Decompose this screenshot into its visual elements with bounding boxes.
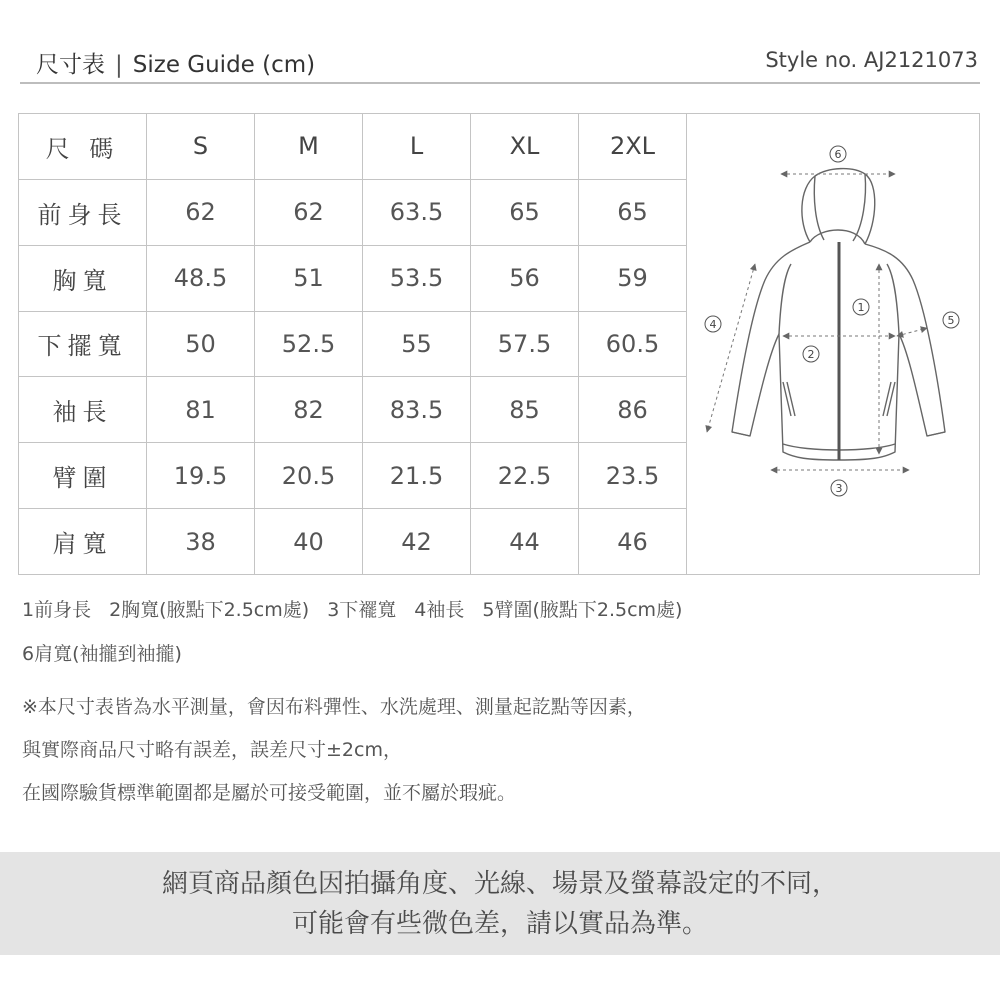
marker-3-label: 3: [835, 482, 843, 495]
note-item: 1前身長: [22, 599, 92, 621]
banner-line-2: 可能會有些微色差，請以實品為準。: [291, 909, 708, 939]
marker-2-label: 2: [807, 348, 815, 361]
table-cell: 46: [579, 509, 687, 575]
table-cell: 65: [471, 179, 579, 245]
title-english: Size Guide (cm): [132, 52, 316, 78]
table-cell: 65: [579, 179, 687, 245]
measurement-notes: [22, 588, 700, 676]
table-cell: 52.5: [255, 311, 363, 377]
table-cell: 60.5: [579, 311, 687, 377]
disclaimer-line-1: ※本尺寸表皆為水平測量，會因布料彈性、水洗處理、測量起訖點等因素，: [22, 696, 646, 718]
jacket-diagram: [687, 114, 979, 568]
table-cell: 82: [255, 377, 363, 443]
row-label-chest-width: 胸寬: [19, 245, 147, 311]
table-cell: 55: [363, 311, 471, 377]
table-cell: 86: [579, 377, 687, 443]
table-cell: 81: [147, 377, 255, 443]
table-cell: 51: [255, 245, 363, 311]
title-chinese: 尺寸表: [36, 52, 105, 78]
table-cell: 53.5: [363, 245, 471, 311]
table-cell: 85: [471, 377, 579, 443]
jacket-diagram-cell: [687, 114, 980, 575]
marker-5-label: 5: [947, 314, 955, 327]
table-header-row: [19, 114, 980, 180]
disclaimer-line-2: 與實際商品尺寸略有誤差，誤差尺寸±2cm，: [22, 739, 402, 761]
row-label-front-length: 前身長: [19, 179, 147, 245]
header-size-2xl: 2XL: [579, 114, 687, 180]
disclaimer-line-3: 在國際驗貨標準範圍都是屬於可接受範圍，並不屬於瑕疵。: [22, 782, 517, 804]
header-size-label: 尺 碼: [19, 114, 147, 180]
page-header: [20, 42, 980, 84]
table-cell: 40: [255, 509, 363, 575]
table-cell: 20.5: [255, 443, 363, 509]
table-cell: 42: [363, 509, 471, 575]
marker-1-label: 1: [857, 301, 865, 314]
title-separator: |: [115, 52, 123, 78]
table-cell: 21.5: [363, 443, 471, 509]
table-cell: 62: [147, 179, 255, 245]
notes-line-2: 6肩寬(袖攏到袖攏): [22, 643, 182, 665]
table-cell: 83.5: [363, 377, 471, 443]
banner-line-1: 網頁商品顏色因拍攝角度、光線、場景及螢幕設定的不同，: [161, 869, 838, 899]
table-cell: 22.5: [471, 443, 579, 509]
page-title: [36, 46, 315, 79]
header-size-xl: XL: [471, 114, 579, 180]
header-size-s: S: [147, 114, 255, 180]
table-cell: 48.5: [147, 245, 255, 311]
row-label-sleeve-length: 袖長: [19, 377, 147, 443]
disclaimer-text: [22, 686, 646, 815]
color-notice-banner: [0, 852, 1000, 955]
table-cell: 63.5: [363, 179, 471, 245]
table-cell: 19.5: [147, 443, 255, 509]
note-item: 5臂圍(腋點下2.5cm處): [482, 599, 683, 621]
row-label-hem-width: 下擺寬: [19, 311, 147, 377]
row-label-shoulder-width: 肩寬: [19, 509, 147, 575]
table-cell: 23.5: [579, 443, 687, 509]
table-cell: 44: [471, 509, 579, 575]
header-size-l: L: [363, 114, 471, 180]
marker-4-label: 4: [709, 318, 717, 331]
style-number: Style no. AJ2121073: [765, 48, 978, 72]
note-item: 3下襬寬: [327, 599, 397, 621]
marker-6-label: 6: [834, 148, 842, 161]
table-cell: 56: [471, 245, 579, 311]
table-cell: 50: [147, 311, 255, 377]
measure-markers: [705, 146, 959, 496]
table-cell: 59: [579, 245, 687, 311]
size-table: [18, 113, 980, 575]
table-cell: 38: [147, 509, 255, 575]
header-size-m: M: [255, 114, 363, 180]
table-cell: 62: [255, 179, 363, 245]
notes-line-1: [22, 588, 700, 632]
note-item: 2胸寬(腋點下2.5cm處): [109, 599, 310, 621]
table-cell: 57.5: [471, 311, 579, 377]
note-item: 4袖長: [414, 599, 465, 621]
row-label-arm-circumference: 臂圍: [19, 443, 147, 509]
